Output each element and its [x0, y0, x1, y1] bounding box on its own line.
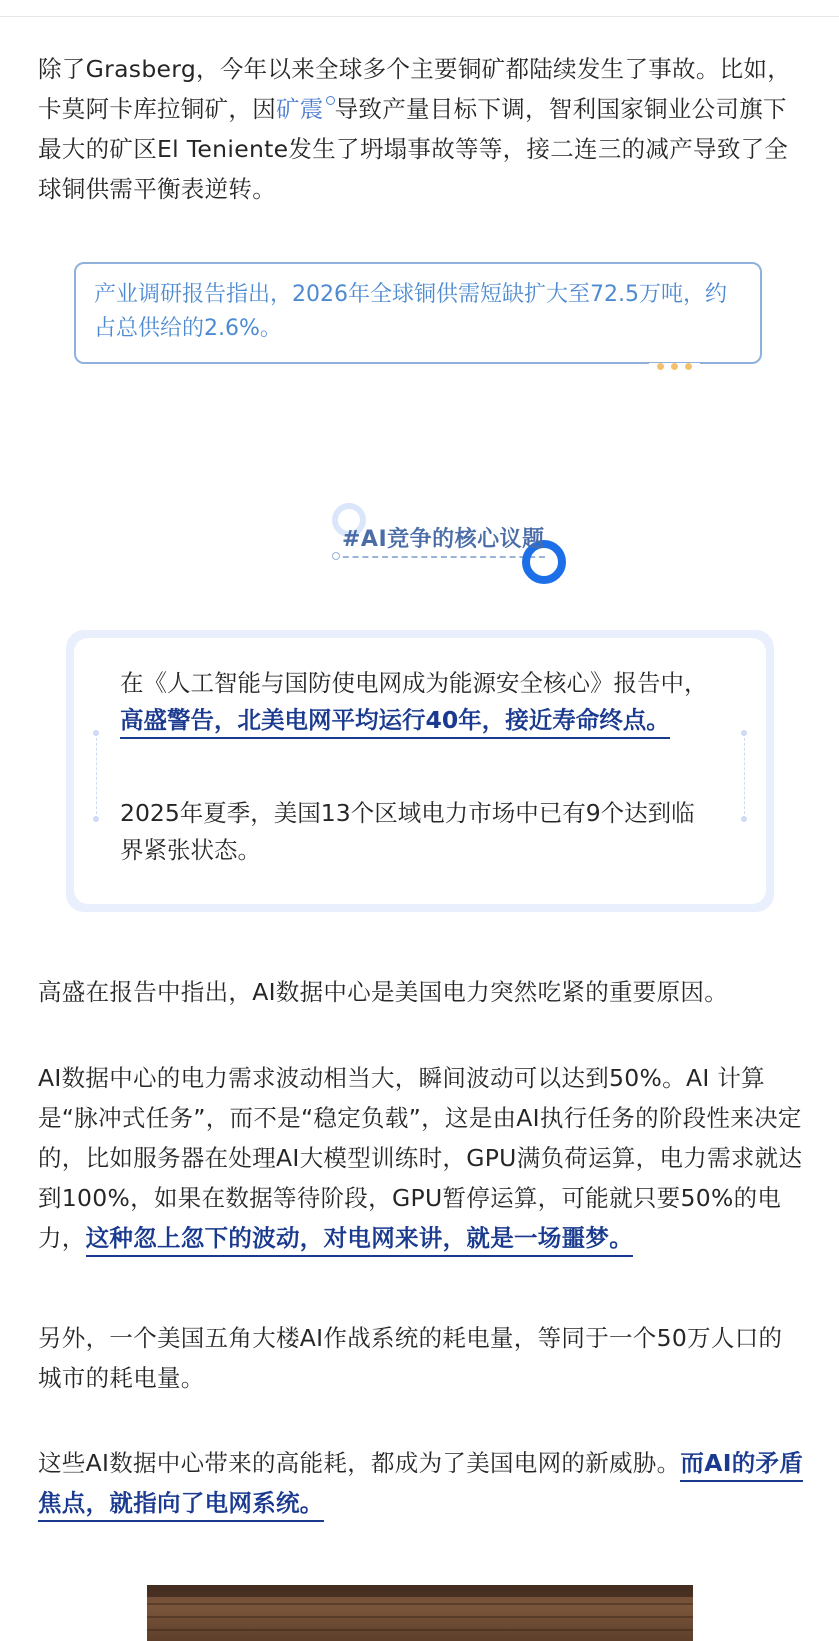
callout-paragraph-1: [120, 665, 710, 739]
heading-dot-icon: [332, 552, 340, 560]
paragraph-3-text: AI数据中心的电力需求波动相当大，瞬间波动可以达到50%。AI 计算是“脉冲式任务”，而不是“稳定负载”，这是由AI执行任务的阶段性来决定的，比如服务器在处理AI大模型训练时，GPU满负荷运算，电力需求就达到100%，如果在数据等待阶段，GPU暂停运算，可能就只要50%的电力，: [38, 1064, 803, 1252]
section-heading: [320, 500, 560, 590]
paragraph-goldman-report: 高盛在报告中指出，AI数据中心是美国电力突然吃紧的重要原因。: [38, 978, 729, 1006]
top-divider: [0, 16, 839, 17]
callout-left-rail: [92, 730, 100, 822]
paragraph-pentagon: 另外，一个美国五角大楼AI作战系统的耗电量，等同于一个50万人口的城市的耗电量。: [38, 1324, 783, 1392]
quote-text: 产业调研报告指出，2026年全球铜供需短缺扩大至72.5万吨，约占总供给的2.6%。: [94, 282, 727, 341]
callout-lead-text: 在《人工智能与国防使电网成为能源安全核心》报告中，: [120, 669, 708, 697]
callout-paragraph-2: 2025年夏季，美国13个区域电力市场中已有9个达到临界紧张状态。: [120, 799, 695, 864]
paragraph-1-part-2: 导致产量目标下调，智利国家铜业公司旗下最大的矿区El Teniente发生了坍塌事故等等，接二连三的减产导致了全球铜供需平衡表逆转。: [38, 95, 789, 203]
paragraph-copper-accidents: [38, 49, 804, 209]
callout-inner: [74, 638, 766, 904]
three-dots-icon: [649, 363, 700, 370]
paragraph-5-highlight: 而AI的矛盾焦点，就指向了电网系统。: [38, 1449, 803, 1522]
quote-box: [74, 262, 762, 364]
callout-highlight: 高盛警告，北美电网平均运行40年，接近寿命终点。: [120, 706, 670, 739]
callout-right-rail: [740, 730, 748, 822]
search-icon[interactable]: [326, 96, 335, 105]
heading-dashed-line: [333, 556, 545, 558]
paragraph-power-fluctuation: [38, 1058, 804, 1258]
paragraph-3-highlight: 这种忽上忽下的波动，对电网来讲，就是一场噩梦。: [86, 1224, 633, 1257]
paragraph-grid-threat: [38, 1443, 804, 1523]
article-photo[interactable]: [147, 1585, 693, 1641]
paragraph-5-text: 这些AI数据中心带来的高能耗，都成为了美国电网的新威胁。: [38, 1449, 681, 1477]
paragraph-1-part-1: 除了Grasberg，今年以来全球多个主要铜矿都陆续发生了事故。比如，卡莫阿卡库拉铜矿，因: [38, 55, 792, 123]
section-heading-text: #AI竞争的核心议题: [342, 527, 545, 552]
keyword-link-mine-quake[interactable]: 矿震: [276, 95, 324, 123]
callout-box: [66, 630, 774, 912]
